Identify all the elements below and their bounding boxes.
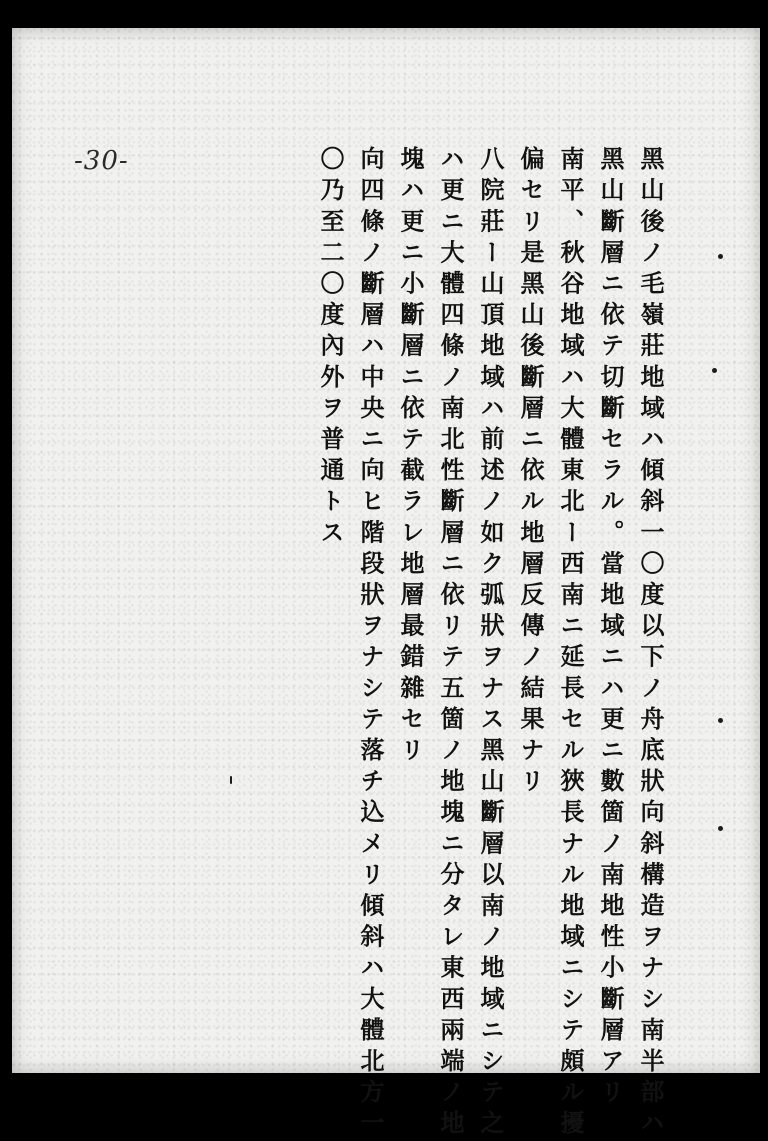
paper-speck	[230, 776, 232, 784]
text-column-6: ハ更ニ大體四條ノ南北性斷層ニ依リテ五箇ノ地塊ニ分タレ東西兩端ノ地	[436, 146, 464, 1141]
page-number: -30-	[74, 146, 129, 176]
text-column-7: 塊ハ更ニ小斷層ニ依テ截ラレ地層最錯雜セリ	[396, 146, 424, 768]
paper-speck	[718, 826, 723, 831]
text-column-5: 八院莊ー山頂地域ハ前述ノ如ク弧狀ヲナス黑山斷層以南ノ地域ニシテ之	[476, 146, 504, 1141]
document-page	[12, 28, 760, 1141]
paper-speck	[718, 718, 723, 723]
text-column-8: 向四條ノ斷層ハ中央ニ向ヒ階段狀ヲナシテ落チ込メリ傾斜ハ大體北方一	[356, 146, 384, 1141]
vertical-text-body	[316, 146, 667, 1141]
paper-speck	[712, 368, 717, 373]
paper-speck	[718, 254, 723, 259]
text-column-9: 〇乃至二〇度內外ヲ普通トス	[316, 146, 344, 551]
text-column-2: 黑山斷層ニ依テ切斷セラル。當地域ニハ更ニ數箇ノ南地性小斷層アリ	[596, 146, 624, 1111]
text-column-4: 偏セリ是黑山後斷層ニ依ル地層反傳ノ結果ナリ	[516, 146, 544, 800]
text-column-1: 黑山後ノ毛嶺莊地域ハ傾斜一〇度以下ノ舟底狀向斜構造ヲナシ南半部ハ	[636, 146, 664, 1141]
text-column-3: 南平、秋谷地域ハ大體東北ー西南ニ延長セル狹長ナル地域ニシテ頗ル擾	[556, 146, 584, 1141]
